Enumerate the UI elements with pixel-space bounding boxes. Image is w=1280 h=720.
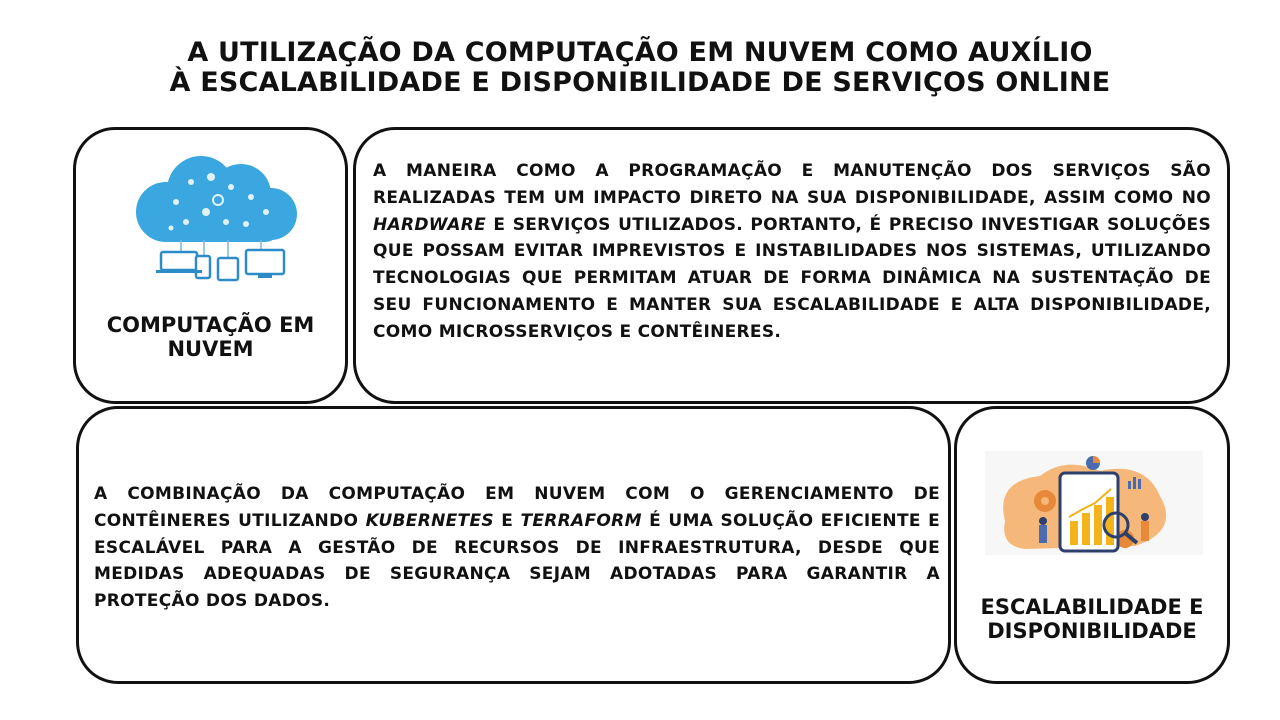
- emphasis-hardware: HARDWARE: [373, 214, 486, 235]
- page-title: [0, 38, 1280, 98]
- description-card: [353, 127, 1230, 404]
- analytics-illustration-icon: [985, 451, 1203, 555]
- cloud-computing-icon: [126, 152, 306, 282]
- label-line-2: NUVEM: [167, 337, 254, 361]
- scalability-card: [954, 406, 1230, 684]
- text-segment: A COMBINAÇÃO DA COMPUTAÇÃO EM NUVEM COM O GERENCIAMENTO DE CONTÊINERES UTILIZANDO: [94, 484, 940, 531]
- title-line-2: À ESCALABILIDADE E DISPONIBILIDADE DE SERVIÇOS ONLINE: [169, 67, 1111, 98]
- text-segment: É UMA SOLUÇÃO EFICIENTE E ESCALÁVEL PARA A GESTÃO DE RECURSOS DE INFRAESTRUTURA, DESDE QUE MEDIDAS ADEQUADAS DE SEGURANÇA SEJAM ADOTADAS PARA GARANTIR A PROTEÇÃO DOS DADOS.: [94, 510, 940, 612]
- label-line-1: COMPUTAÇÃO EM: [106, 313, 315, 337]
- label-line-1: ESCALABILIDADE E: [980, 595, 1204, 619]
- conclusion-card: [76, 406, 951, 684]
- scalability-label: [957, 595, 1227, 643]
- emphasis-terraform: TERRAFORM: [520, 510, 642, 531]
- text-segment: A MANEIRA COMO A PROGRAMAÇÃO E MANUTENÇÃO DOS SERVIÇOS SÃO REALIZADAS TEM UM IMPACTO DIRETO NA SUA DISPONIBILIDADE, ASSIM COMO NO: [373, 161, 1211, 208]
- emphasis-kubernetes: KUBERNETES: [365, 510, 494, 531]
- cloud-computing-card: [73, 127, 348, 404]
- text-segment: E SERVIÇOS UTILIZADOS. PORTANTO, É PRECISO INVESTIGAR SOLUÇÕES QUE POSSAM EVITAR IMPREVISTOS E INSTABILIDADES NOS SISTEMAS, UTILIZANDO TECNOLOGIAS QUE PERMITAM ATUAR DE FORMA DINÂMICA NA SUSTENTAÇÃO DE SEU FUNCIONAMENTO E MANTER SUA ESCALABILIDADE E ALTA DISPONIBILIDADE, COMO MICROSSERVIÇOS E CONTÊINERES.: [373, 214, 1211, 342]
- text-segment: E: [493, 510, 521, 531]
- cloud-computing-label: [76, 313, 345, 361]
- label-line-2: DISPONIBILIDADE: [987, 619, 1197, 643]
- description-paragraph: [373, 158, 1211, 346]
- title-line-1: A UTILIZAÇÃO DA COMPUTAÇÃO EM NUVEM COMO AUXÍLIO: [187, 37, 1093, 68]
- conclusion-paragraph: [94, 481, 940, 615]
